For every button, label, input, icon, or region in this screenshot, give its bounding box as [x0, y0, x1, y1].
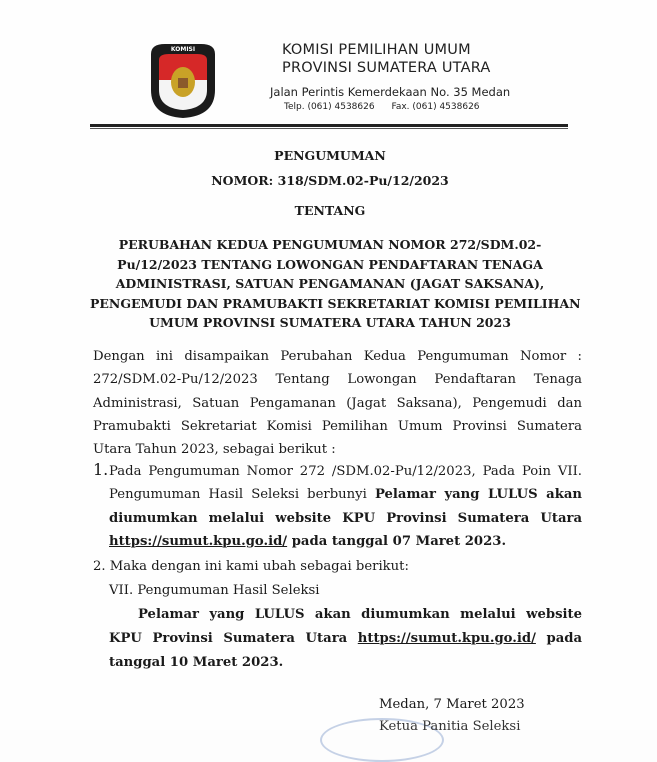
- letterhead-divider: [90, 124, 568, 127]
- sub-heading: VII. Pengumuman Hasil Seleksi: [109, 583, 320, 598]
- signature-role: Ketua Panitia Seleksi: [379, 719, 521, 734]
- org-phone: Telp. (061) 4538626: [284, 102, 375, 112]
- announcement-number: NOMOR: 318/SDM.02-Pu/12/2023: [211, 173, 449, 188]
- org-fax: Fax. (061) 4538626: [391, 102, 480, 112]
- list-item-text: Maka dengan ini kami ubah sebagai berikut:: [109, 559, 409, 574]
- subject-line: UMUM PROVINSI SUMATERA UTARA TAHUN 2023: [149, 315, 511, 330]
- announcement-title: PENGUMUMAN: [274, 148, 386, 163]
- revised-text-end: pada tanggal 10 Maret 2023.: [109, 631, 583, 670]
- kpu-website-link[interactable]: https://sumut.kpu.go.id/: [357, 631, 536, 646]
- list-item-number: 1.: [93, 460, 109, 479]
- org-name-line2: PROVINSI SUMATERA UTARA: [282, 60, 491, 76]
- subject-line: PERUBAHAN KEDUA PENGUMUMAN NOMOR 272/SDM.02-: [118, 237, 542, 252]
- list-item-text-bold: Pelamar yang LULUS akan diumumkan melalui website KPU Provinsi Sumatera Utara: [109, 487, 582, 526]
- list-item-text-normal: Pada Pengumuman Nomor 272 /SDM.02-Pu/12/2023, Pada Poin VII. Pengumuman Hasil Seleksi berbunyi: [109, 464, 582, 503]
- letterhead-divider-thin: [90, 128, 568, 129]
- subject-line: PENGEMUDI DAN PRAMUBAKTI SEKRETARIAT KOMISI PEMILIHAN: [90, 295, 581, 311]
- list-item-text: [109, 460, 582, 553]
- org-address: Jalan Perintis Kemerdekaan No. 35 Medan: [270, 85, 511, 99]
- list-item-text-bold-end: pada tanggal 07 Maret 2023.: [287, 533, 507, 549]
- subject-line: ADMINISTRASI, SATUAN PENGAMANAN (JAGAT SAKSANA),: [115, 276, 545, 291]
- list-item-number: 2.: [93, 559, 106, 574]
- revised-text: Pelamar yang LULUS akan diumumkan melalui website KPU Provinsi Sumatera Utara: [109, 607, 582, 646]
- logo-text-top: KOMISI: [170, 46, 196, 53]
- announcement-about: TENTANG: [294, 203, 366, 218]
- revised-announcement: [109, 603, 582, 675]
- org-name-line1: KOMISI PEMILIHAN UMUM: [282, 42, 471, 58]
- list-item: [93, 555, 582, 578]
- intro-paragraph: Dengan ini disampaikan Perubahan Kedua Pengumuman Nomor : 272/SDM.02-Pu/12/2023 Tentang Lowongan Pendaftaran Tenaga Administrasi, Satuan Pengamanan (Jagat Saksana), Pengemudi dan Pramubakti Sekretariat Komisi Pemilihan Umum Provinsi Sumatera Utara Tahun 2023, sebagai berikut :: [93, 349, 582, 458]
- subject-line: Pu/12/2023 TENTANG LOWONGAN PENDAFTARAN TENAGA: [117, 256, 543, 272]
- announcement-subject: [90, 235, 581, 333]
- kpu-logo-icon: [145, 40, 221, 120]
- list-item: [93, 460, 582, 553]
- kpu-website-link[interactable]: https://sumut.kpu.go.id/: [109, 533, 288, 549]
- signature-place-date: Medan, 7 Maret 2023: [379, 697, 525, 712]
- org-contacts: [284, 102, 494, 112]
